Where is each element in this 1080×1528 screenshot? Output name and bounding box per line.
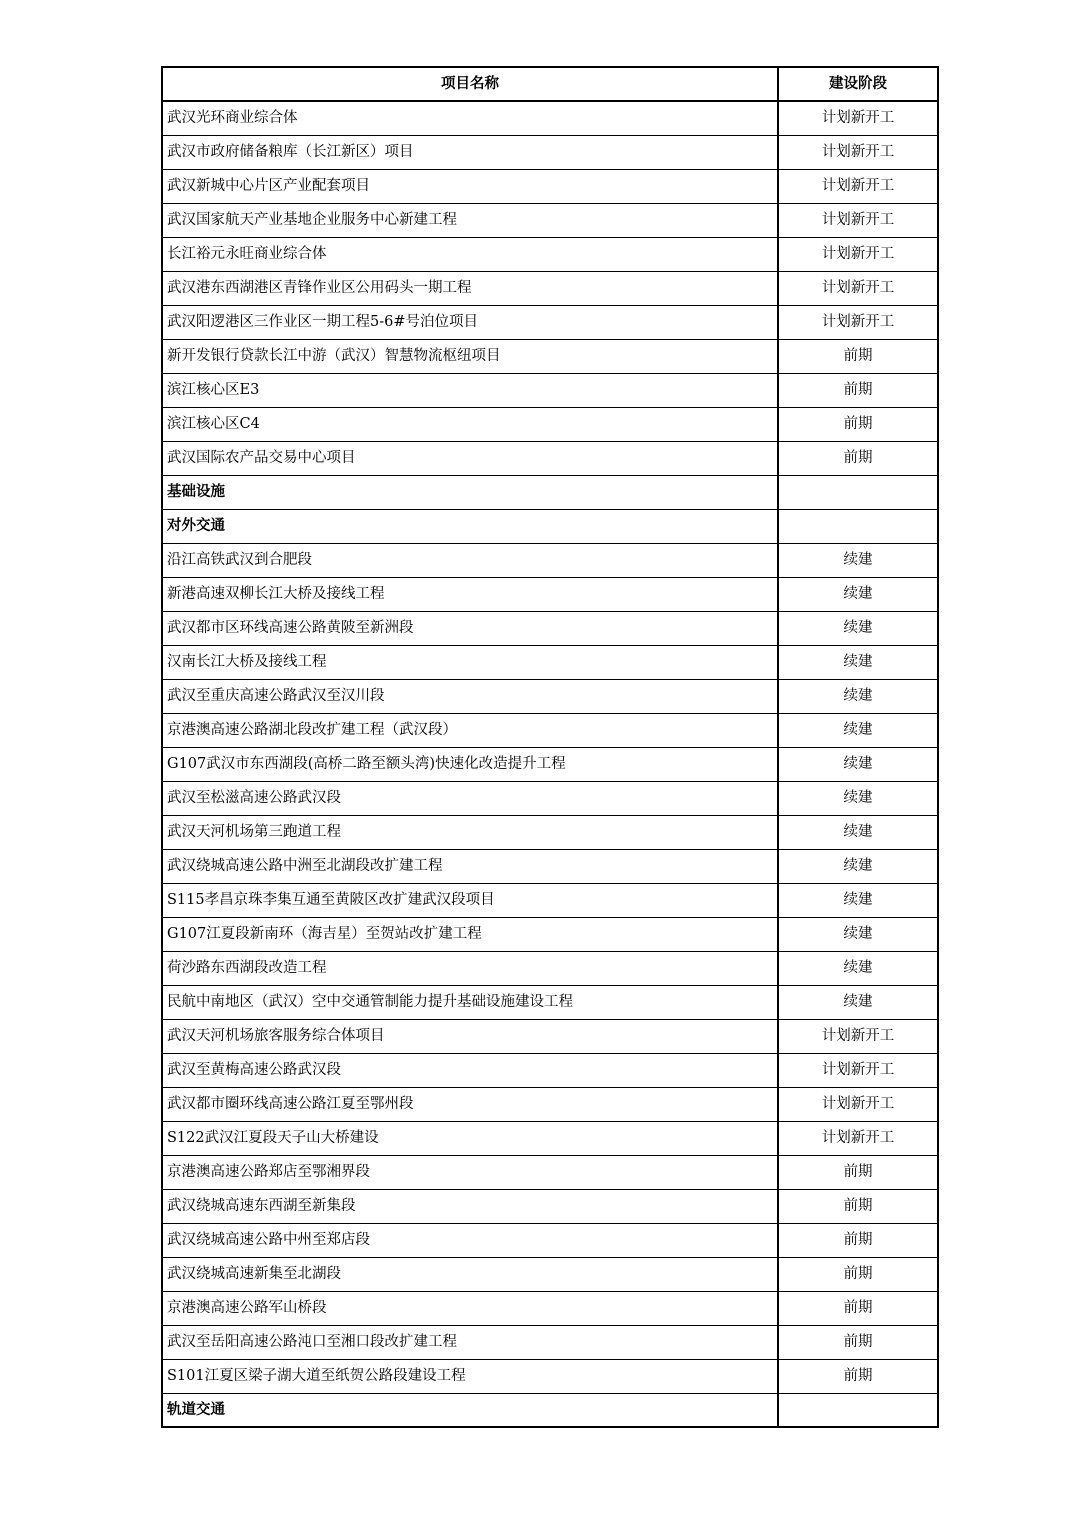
table-row (162, 917, 938, 951)
construction-stage-cell: 续建 (778, 849, 938, 883)
project-name-cell: 武汉至重庆高速公路武汉至汉川段 (162, 679, 778, 713)
construction-stage-cell: 续建 (778, 747, 938, 781)
table-row (162, 1053, 938, 1087)
construction-stage-cell (778, 475, 938, 509)
table-row (162, 1155, 938, 1189)
project-name-cell: 武汉都市圈环线高速公路江夏至鄂州段 (162, 1087, 778, 1121)
construction-stage-cell: 计划新开工 (778, 135, 938, 169)
table-row (162, 101, 938, 135)
project-name-cell: 武汉都市区环线高速公路黄陂至新洲段 (162, 611, 778, 645)
project-name-cell: 京港澳高速公路郑店至鄂湘界段 (162, 1155, 778, 1189)
construction-stage-cell (778, 509, 938, 543)
construction-stage-cell: 续建 (778, 713, 938, 747)
project-name-cell: 武汉天河机场第三跑道工程 (162, 815, 778, 849)
project-name-cell: 武汉绕城高速东西湖至新集段 (162, 1189, 778, 1223)
table-row (162, 951, 938, 985)
project-name-cell: 京港澳高速公路军山桥段 (162, 1291, 778, 1325)
table-row (162, 203, 938, 237)
project-name-cell: 京港澳高速公路湖北段改扩建工程（武汉段） (162, 713, 778, 747)
project-name-cell: 武汉国际农产品交易中心项目 (162, 441, 778, 475)
construction-stage-cell: 前期 (778, 1223, 938, 1257)
project-name-cell: 武汉阳逻港区三作业区一期工程5-6#号泊位项目 (162, 305, 778, 339)
table-row (162, 169, 938, 203)
table-row (162, 1223, 938, 1257)
table-row (162, 135, 938, 169)
project-name-cell: S101江夏区梁子湖大道至纸贺公路段建设工程 (162, 1359, 778, 1393)
table-row (162, 1121, 938, 1155)
table-row (162, 339, 938, 373)
table-row (162, 645, 938, 679)
project-name-cell: G107江夏段新南环（海吉星）至贺站改扩建工程 (162, 917, 778, 951)
construction-stage-cell: 计划新开工 (778, 1121, 938, 1155)
project-name-cell: 武汉天河机场旅客服务综合体项目 (162, 1019, 778, 1053)
project-name-cell: 武汉国家航天产业基地企业服务中心新建工程 (162, 203, 778, 237)
table-row (162, 1359, 938, 1393)
project-name-cell: 武汉至黄梅高速公路武汉段 (162, 1053, 778, 1087)
table-row (162, 1087, 938, 1121)
project-name-cell: G107武汉市东西湖段(高桥二路至额头湾)快速化改造提升工程 (162, 747, 778, 781)
table-row (162, 815, 938, 849)
project-name-cell: 武汉至松滋高速公路武汉段 (162, 781, 778, 815)
table-row (162, 849, 938, 883)
table-row (162, 577, 938, 611)
section-title: 基础设施 (162, 475, 778, 509)
project-name-cell: 新港高速双柳长江大桥及接线工程 (162, 577, 778, 611)
construction-stage-cell: 前期 (778, 339, 938, 373)
project-name-cell: 武汉光环商业综合体 (162, 101, 778, 135)
table-row (162, 271, 938, 305)
construction-stage-cell: 续建 (778, 611, 938, 645)
construction-stage-cell: 计划新开工 (778, 237, 938, 271)
section-row (162, 475, 938, 509)
project-table (161, 66, 939, 1428)
construction-stage-cell: 计划新开工 (778, 203, 938, 237)
construction-stage-cell: 续建 (778, 781, 938, 815)
header-row (162, 67, 938, 101)
construction-stage-cell: 前期 (778, 441, 938, 475)
project-name-cell: 武汉新城中心片区产业配套项目 (162, 169, 778, 203)
table-row (162, 747, 938, 781)
project-name-cell: 武汉市政府储备粮库（长江新区）项目 (162, 135, 778, 169)
project-name-cell: S122武汉江夏段天子山大桥建设 (162, 1121, 778, 1155)
section-title: 轨道交通 (162, 1393, 778, 1427)
construction-stage-cell: 续建 (778, 543, 938, 577)
construction-stage-cell: 计划新开工 (778, 101, 938, 135)
construction-stage-cell: 计划新开工 (778, 169, 938, 203)
project-name-cell: 武汉绕城高速公路中州至郑店段 (162, 1223, 778, 1257)
project-name-cell: 新开发银行贷款长江中游（武汉）智慧物流枢纽项目 (162, 339, 778, 373)
construction-stage-cell: 续建 (778, 883, 938, 917)
table-row (162, 543, 938, 577)
table-row (162, 1189, 938, 1223)
project-name-cell: 沿江高铁武汉到合肥段 (162, 543, 778, 577)
project-name-cell: 滨江核心区C4 (162, 407, 778, 441)
table-row (162, 1019, 938, 1053)
construction-stage-cell: 计划新开工 (778, 1019, 938, 1053)
project-name-cell: 长江裕元永旺商业综合体 (162, 237, 778, 271)
construction-stage-cell: 续建 (778, 815, 938, 849)
table-body (162, 101, 938, 1427)
project-name-cell: 武汉至岳阳高速公路沌口至湘口段改扩建工程 (162, 1325, 778, 1359)
table-row (162, 713, 938, 747)
construction-stage-cell: 前期 (778, 1155, 938, 1189)
table-row (162, 781, 938, 815)
table-row (162, 1257, 938, 1291)
table-row (162, 237, 938, 271)
table-row (162, 679, 938, 713)
project-name-cell: 武汉绕城高速新集至北湖段 (162, 1257, 778, 1291)
table-row (162, 883, 938, 917)
table-row (162, 1291, 938, 1325)
column-header-project-name: 项目名称 (162, 67, 778, 101)
column-header-construction-stage: 建设阶段 (778, 67, 938, 101)
construction-stage-cell: 前期 (778, 1257, 938, 1291)
construction-stage-cell: 前期 (778, 1291, 938, 1325)
table-row (162, 441, 938, 475)
construction-stage-cell: 续建 (778, 917, 938, 951)
construction-stage-cell: 续建 (778, 577, 938, 611)
project-name-cell: 民航中南地区（武汉）空中交通管制能力提升基础设施建设工程 (162, 985, 778, 1019)
construction-stage-cell: 前期 (778, 373, 938, 407)
construction-stage-cell: 计划新开工 (778, 1087, 938, 1121)
section-row (162, 509, 938, 543)
table-row (162, 985, 938, 1019)
project-name-cell: S115孝昌京珠李集互通至黄陂区改扩建武汉段项目 (162, 883, 778, 917)
construction-stage-cell: 续建 (778, 679, 938, 713)
table-row (162, 1325, 938, 1359)
construction-stage-cell: 前期 (778, 1359, 938, 1393)
construction-stage-cell: 续建 (778, 951, 938, 985)
project-name-cell: 汉南长江大桥及接线工程 (162, 645, 778, 679)
construction-stage-cell: 续建 (778, 985, 938, 1019)
project-name-cell: 荷沙路东西湖段改造工程 (162, 951, 778, 985)
project-name-cell: 武汉绕城高速公路中洲至北湖段改扩建工程 (162, 849, 778, 883)
construction-stage-cell: 前期 (778, 1189, 938, 1223)
construction-stage-cell: 前期 (778, 407, 938, 441)
table-row (162, 611, 938, 645)
table-row (162, 305, 938, 339)
construction-stage-cell: 计划新开工 (778, 1053, 938, 1087)
construction-stage-cell: 续建 (778, 645, 938, 679)
section-title: 对外交通 (162, 509, 778, 543)
table-header (162, 67, 938, 101)
project-name-cell: 武汉港东西湖港区青锋作业区公用码头一期工程 (162, 271, 778, 305)
section-row (162, 1393, 938, 1427)
project-name-cell: 滨江核心区E3 (162, 373, 778, 407)
table-row (162, 407, 938, 441)
construction-stage-cell (778, 1393, 938, 1427)
construction-stage-cell: 计划新开工 (778, 271, 938, 305)
construction-stage-cell: 计划新开工 (778, 305, 938, 339)
table-row (162, 373, 938, 407)
construction-stage-cell: 前期 (778, 1325, 938, 1359)
